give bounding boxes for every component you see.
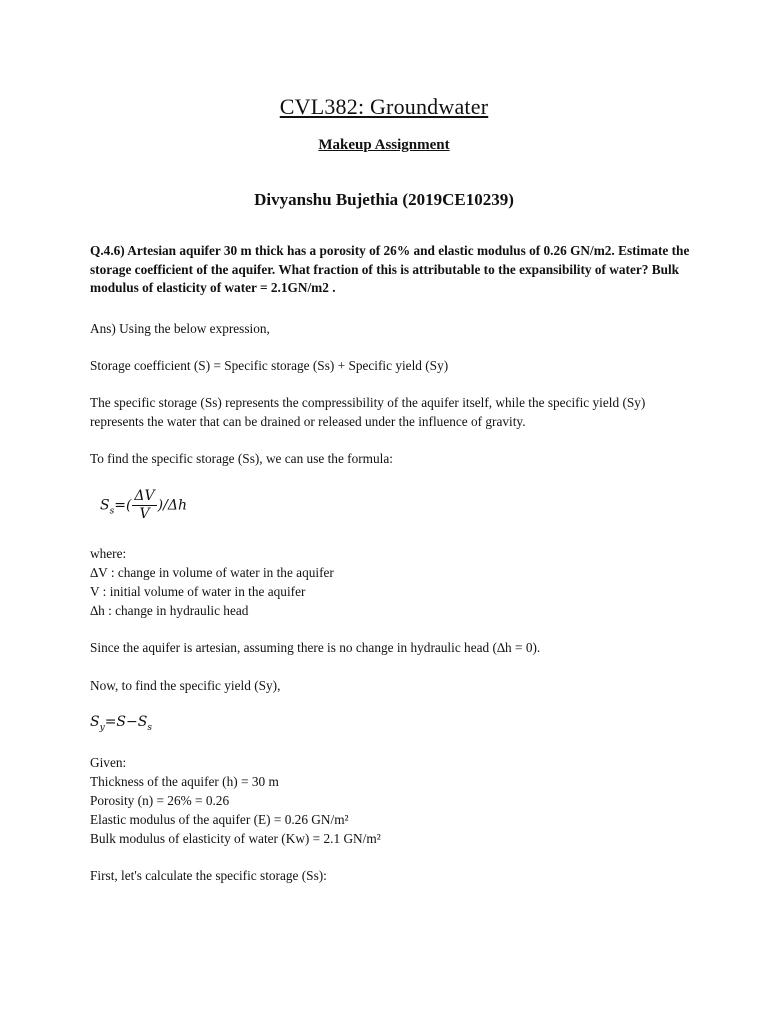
specific-storage-equation xyxy=(100,488,187,523)
where-line: ∆V : change in volume of water in the aquifer xyxy=(90,565,334,580)
eq1-denominator: V xyxy=(139,506,150,522)
artesian-note: Since the aquifer is artesian, assuming there is no change in hydraulic head (∆h = 0). xyxy=(90,640,541,655)
given-line: Elastic modulus of the aquifer (E) = 0.26 GN/m² xyxy=(90,812,349,827)
where-line: ∆h : change in hydraulic head xyxy=(90,603,249,618)
question-text: Q.4.6) Artesian aquifer 30 m thick has a porosity of 26% and elastic modulus of 0.26 GN/m2. Estimate the storage coefficient of the aquifer. What fraction of this is attributable to the expansibility of water? Bulk modulus of elasticity of water = 2.1GN/m2 . xyxy=(90,243,690,295)
author-line: Divyanshu Bujethia (2019CE10239) xyxy=(254,190,514,209)
answer-intro: Ans) Using the below expression, xyxy=(90,321,270,336)
where-label: where: xyxy=(90,546,127,561)
storage-explanation: The specific storage (Ss) represents the compressibility of the aquifer itself, while the specific yield (Sy) represents the water that can be drained or released under the influence of gravity. xyxy=(90,395,646,429)
eq1-lhs-sub: s xyxy=(109,506,115,517)
eq1-tail: )/Δh xyxy=(157,497,187,514)
eq1-lhs: S xyxy=(100,497,110,514)
document-title: CVL382: Groundwater xyxy=(279,94,489,119)
find-sy-text: Now, to find the specific yield (Sy), xyxy=(90,678,281,693)
eq1-fraction xyxy=(132,488,156,523)
first-calc-text: First, let's calculate the specific storage (Ss): xyxy=(90,868,327,883)
storage-expression: Storage coefficient (S) = Specific storage (Ss) + Specific yield (Sy) xyxy=(90,358,449,373)
eq1-numerator: ΔV xyxy=(134,488,155,504)
eq2-lhs-sub: y xyxy=(99,722,105,733)
given-line: Porosity (n) = 26% = 0.26 xyxy=(90,793,230,808)
eq1-open: =( xyxy=(114,497,132,514)
eq2-rhs-sub: s xyxy=(147,722,152,733)
given-label: Given: xyxy=(90,755,127,770)
given-line: Bulk modulus of elasticity of water (Kw) = 2.1 GN/m² xyxy=(90,831,381,846)
document-subtitle: Makeup Assignment xyxy=(318,137,450,153)
eq2-mid: =S−S xyxy=(104,714,148,730)
given-line: Thickness of the aquifer (h) = 30 m xyxy=(90,774,279,789)
specific-yield-equation xyxy=(90,714,152,733)
eq2-lhs: S xyxy=(90,714,100,730)
where-line: V : initial volume of water in the aquifer xyxy=(90,584,306,599)
find-ss-text: To find the specific storage (Ss), we can use the formula: xyxy=(90,451,393,466)
